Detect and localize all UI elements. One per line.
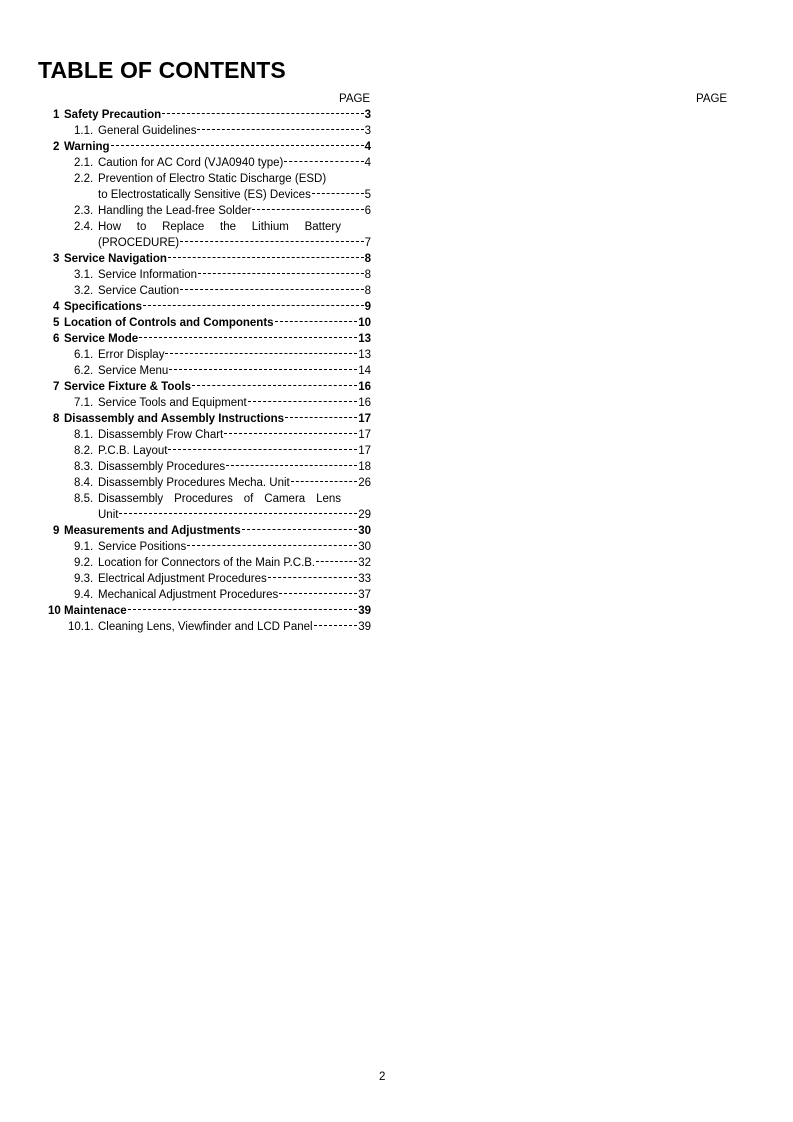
toc-entry-page: 26 (358, 477, 371, 489)
toc-entry-label: Service Mode (64, 333, 139, 345)
toc-entry-page: 5 (364, 189, 371, 201)
toc-entry (45, 235, 371, 251)
toc-entry-page: 13 (358, 349, 371, 361)
toc-leader-dashes (168, 257, 364, 258)
toc-entry-page: 8 (364, 253, 371, 265)
toc-leader-dashes (316, 561, 357, 562)
toc-entry-label: Maintenace (64, 605, 127, 617)
toc-entry-page: 16 (358, 381, 371, 393)
toc-entry-body (98, 619, 371, 635)
toc-entry-label: Service Caution (98, 285, 180, 297)
toc-entry-body (98, 171, 371, 187)
toc-entry (45, 347, 371, 363)
toc-leader-dashes (169, 369, 357, 370)
toc-entry-label: Mechanical Adjustment Procedures (98, 589, 279, 601)
toc-leader-dashes (268, 577, 357, 578)
toc-entry-body (98, 475, 371, 491)
toc-entry-word: Camera (264, 493, 306, 505)
toc-entry-page: 17 (358, 413, 371, 425)
toc-entry (45, 603, 371, 619)
toc-entry-body (98, 187, 371, 203)
toc-entry-number: 9 (53, 525, 60, 537)
toc-entry (45, 459, 371, 475)
toc-entry (45, 283, 371, 299)
toc-leader-dashes (162, 113, 363, 114)
toc-leader-dashes (275, 321, 358, 322)
toc-leader-dashes (314, 625, 358, 626)
toc-entry-body (64, 107, 371, 123)
toc-entry-body (64, 139, 371, 155)
toc-entry-page: 30 (358, 525, 371, 537)
toc-entry-number: 6 (53, 333, 60, 345)
toc-entry (45, 427, 371, 443)
toc-leader-dashes (198, 273, 364, 274)
toc-entry (45, 523, 371, 539)
toc-entry-number: 2.4. (74, 221, 94, 233)
toc-leader-dashes (192, 385, 357, 386)
toc-entry-number: 6.1. (74, 349, 94, 361)
toc-entry-body (98, 507, 371, 523)
toc-entry-page: 3 (364, 125, 371, 137)
toc-entry-label: Error Display (98, 349, 165, 361)
toc-entry-label: Disassembly Procedures (98, 461, 226, 473)
toc-entry-page: 4 (364, 157, 371, 169)
toc-entry-body (98, 427, 371, 443)
toc-entry-label: Unit (98, 509, 119, 521)
toc-entry-label: Electrical Adjustment Procedures (98, 573, 267, 585)
toc-entry-body (64, 331, 371, 347)
toc-leader-dashes (197, 129, 363, 130)
toc-entry-body (98, 283, 371, 299)
toc-entry-word: Replace (162, 221, 205, 233)
toc-entry-label: Service Navigation (64, 253, 167, 265)
toc-entry-page: 8 (364, 269, 371, 281)
toc-entry-body (98, 443, 371, 459)
toc-entry-number: 1 (53, 109, 60, 121)
table-of-contents (45, 107, 371, 635)
toc-entry-body (98, 539, 371, 555)
toc-entry-page: 4 (364, 141, 371, 153)
toc-entry-body (98, 203, 371, 219)
toc-entry-page: 14 (358, 365, 371, 377)
toc-entry-body (98, 347, 371, 363)
toc-entry (45, 219, 371, 235)
toc-entry-label: Handling the Lead-free Solder (98, 205, 252, 217)
toc-entry-page: 13 (358, 333, 371, 345)
toc-entry-label (98, 491, 341, 507)
toc-entry-label: to Electrostatically Sensitive (ES) Devices (98, 189, 311, 201)
toc-entry-body (98, 395, 371, 411)
toc-entry-page: 16 (358, 397, 371, 409)
toc-leader-dashes (111, 145, 364, 146)
toc-entry-label: Specifications (64, 301, 142, 313)
toc-entry (45, 507, 371, 523)
toc-entry-body (98, 587, 371, 603)
toc-entry-label: Location for Connectors of the Main P.C.B. (98, 557, 316, 569)
toc-entry-word: of (243, 493, 254, 505)
page-column-header-right: PAGE (696, 93, 728, 105)
toc-entry (45, 539, 371, 555)
toc-entry-body (64, 251, 371, 267)
toc-entry-body (64, 411, 371, 427)
toc-entry (45, 491, 371, 507)
toc-entry (45, 315, 371, 331)
toc-entry-label: Caution for AC Cord (VJA0940 type) (98, 157, 284, 169)
toc-leader-dashes (279, 593, 357, 594)
toc-entry (45, 267, 371, 283)
toc-entry-page: 33 (358, 573, 371, 585)
toc-entry-number: 8.2. (74, 445, 94, 457)
toc-entry (45, 331, 371, 347)
toc-entry-body (98, 267, 371, 283)
toc-entry (45, 299, 371, 315)
toc-entry (45, 555, 371, 571)
toc-entry-page: 8 (364, 285, 371, 297)
toc-entry-page: 32 (358, 557, 371, 569)
toc-entry-page: 10 (358, 317, 371, 329)
page-column-header-left: PAGE (339, 93, 371, 105)
toc-entry-number: 9.4. (74, 589, 94, 601)
toc-entry-number: 6.2. (74, 365, 94, 377)
toc-entry (45, 155, 371, 171)
toc-entry-number: 9.1. (74, 541, 94, 553)
toc-leader-dashes (252, 209, 363, 210)
toc-entry (45, 107, 371, 123)
toc-entry-word: Lithium (251, 221, 289, 233)
toc-entry-body (98, 491, 341, 507)
toc-entry-number: 9.2. (74, 557, 94, 569)
toc-entry-body (64, 315, 371, 331)
toc-entry-body (98, 363, 371, 379)
toc-entry-number: 3 (53, 253, 60, 265)
toc-entry-word: to (136, 221, 147, 233)
toc-entry-label: Service Menu (98, 365, 169, 377)
toc-entry-word: Procedures (174, 493, 233, 505)
toc-entry-page: 37 (358, 589, 371, 601)
toc-entry-body (98, 459, 371, 475)
toc-entry-label: Disassembly Procedures Mecha. Unit (98, 477, 290, 489)
toc-leader-dashes (119, 513, 357, 514)
toc-entry-number: 1.1. (74, 125, 94, 137)
toc-leader-dashes (165, 353, 357, 354)
toc-entry-number: 2.2. (74, 173, 94, 185)
toc-entry-body (64, 603, 371, 619)
toc-entry-label: Disassembly and Assembly Instructions (64, 413, 285, 425)
toc-entry-page: 17 (358, 445, 371, 457)
toc-entry-label: (PROCEDURE) (98, 237, 180, 249)
toc-entry-number: 10 (48, 605, 61, 617)
toc-leader-dashes (285, 417, 357, 418)
toc-entry-word: How (98, 221, 122, 233)
toc-entry-body (64, 299, 371, 315)
toc-entry-label: P.C.B. Layout (98, 445, 168, 457)
toc-entry (45, 171, 371, 187)
toc-entry-number: 8.5. (74, 493, 94, 505)
toc-leader-dashes (224, 433, 357, 434)
page-title: TABLE OF CONTENTS (38, 57, 286, 83)
toc-entry (45, 363, 371, 379)
toc-entry-number: 3.1. (74, 269, 94, 281)
toc-entry-label (98, 219, 341, 235)
toc-entry-label: Cleaning Lens, Viewfinder and LCD Panel (98, 621, 313, 633)
toc-entry-body (98, 235, 371, 251)
toc-leader-dashes (248, 401, 357, 402)
toc-entry (45, 395, 371, 411)
toc-entry-label: Service Information (98, 269, 198, 281)
toc-entry-body (64, 379, 371, 395)
toc-entry-number: 8.1. (74, 429, 94, 441)
toc-entry-page: 39 (358, 621, 371, 633)
toc-entry-number: 5 (53, 317, 60, 329)
toc-leader-dashes (242, 529, 358, 530)
toc-entry-label: Service Fixture & Tools (64, 381, 191, 393)
toc-entry (45, 619, 371, 635)
toc-entry (45, 443, 371, 459)
toc-entry-label: Location of Controls and Components (64, 317, 274, 329)
toc-entry-word: the (220, 221, 237, 233)
toc-entry-number: 9.3. (74, 573, 94, 585)
toc-entry-body (98, 219, 341, 235)
toc-entry (45, 139, 371, 155)
toc-leader-dashes (128, 609, 358, 610)
toc-leader-dashes (180, 241, 363, 242)
toc-entry-label: Service Tools and Equipment (98, 397, 247, 409)
toc-entry-word: Battery (304, 221, 341, 233)
toc-entry-body (98, 555, 371, 571)
toc-entry-page: 7 (364, 237, 371, 249)
toc-entry-page: 30 (358, 541, 371, 553)
toc-entry-label: General Guidelines (98, 125, 197, 137)
toc-entry-page: 6 (364, 205, 371, 217)
toc-entry-body (98, 123, 371, 139)
toc-entry-number: 2 (53, 141, 60, 153)
toc-leader-dashes (180, 289, 363, 290)
toc-entry (45, 379, 371, 395)
toc-leader-dashes (312, 193, 364, 194)
toc-entry (45, 475, 371, 491)
toc-leader-dashes (284, 161, 363, 162)
toc-entry-label: Safety Precaution (64, 109, 162, 121)
toc-entry-number: 2.3. (74, 205, 94, 217)
toc-entry-label: Prevention of Electro Static Discharge (ESD) (98, 173, 327, 185)
toc-entry-page: 17 (358, 429, 371, 441)
toc-entry-number: 7 (53, 381, 60, 393)
toc-entry-number: 8 (53, 413, 60, 425)
toc-entry-page: 18 (358, 461, 371, 473)
toc-entry-page: 9 (364, 301, 371, 313)
toc-entry-word: Lens (316, 493, 341, 505)
toc-leader-dashes (187, 545, 357, 546)
toc-entry-body (98, 155, 371, 171)
toc-entry-number: 4 (53, 301, 60, 313)
toc-entry-number: 2.1. (74, 157, 94, 169)
toc-entry (45, 411, 371, 427)
toc-entry (45, 587, 371, 603)
toc-entry-page: 39 (358, 605, 371, 617)
toc-entry-number: 8.4. (74, 477, 94, 489)
toc-entry-number: 7.1. (74, 397, 94, 409)
toc-entry-page: 29 (358, 509, 371, 521)
toc-entry-number: 8.3. (74, 461, 94, 473)
toc-entry (45, 123, 371, 139)
toc-entry (45, 203, 371, 219)
toc-entry (45, 187, 371, 203)
toc-entry-body (98, 571, 371, 587)
toc-leader-dashes (143, 305, 364, 306)
toc-entry (45, 571, 371, 587)
page-number: 2 (379, 1071, 386, 1083)
toc-leader-dashes (168, 449, 357, 450)
toc-entry-body (64, 523, 371, 539)
toc-entry-label: Measurements and Adjustments (64, 525, 241, 537)
toc-entry-page: 3 (364, 109, 371, 121)
toc-entry-label: Disassembly Frow Chart (98, 429, 224, 441)
toc-entry (45, 251, 371, 267)
toc-entry-label: Service Positions (98, 541, 187, 553)
toc-entry-word: Disassembly (98, 493, 164, 505)
toc-leader-dashes (226, 465, 357, 466)
toc-entry-label: Warning (64, 141, 110, 153)
toc-leader-dashes (291, 481, 357, 482)
toc-entry-number: 3.2. (74, 285, 94, 297)
toc-entry-number: 10.1. (68, 621, 94, 633)
toc-leader-dashes (139, 337, 357, 338)
